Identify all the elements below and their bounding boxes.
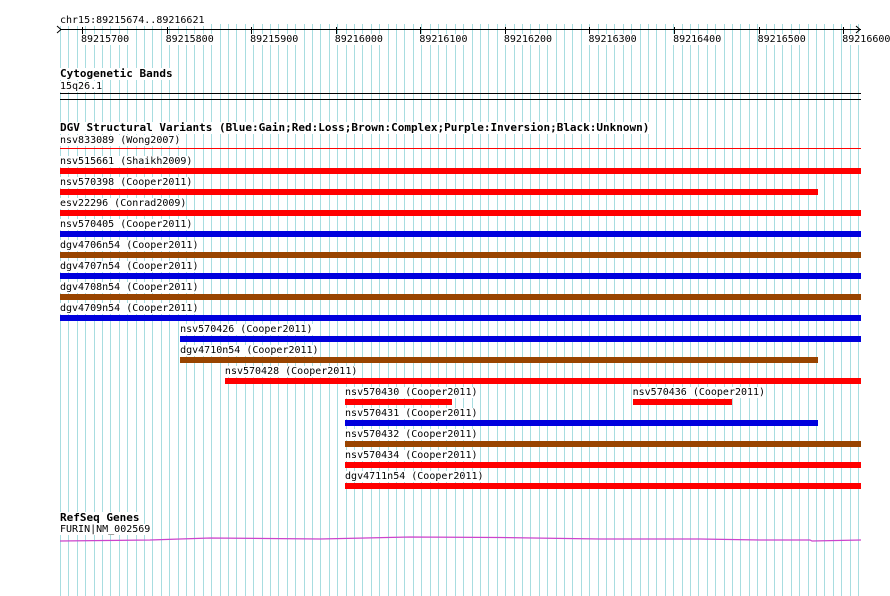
locus-label: chr15:89215674..89216621 xyxy=(60,15,205,26)
ruler-tick-label: 89216400 xyxy=(673,34,722,45)
variant-label[interactable]: dgv4709n54 (Cooper2011) xyxy=(60,303,199,314)
variant-bar[interactable] xyxy=(345,399,452,405)
variant-bar[interactable] xyxy=(633,399,732,405)
variant-label[interactable]: nsv570426 (Cooper2011) xyxy=(180,324,313,335)
variant-bar[interactable] xyxy=(60,189,818,195)
variant-label[interactable]: nsv570431 (Cooper2011) xyxy=(345,408,478,419)
variant-label[interactable]: nsv570428 (Cooper2011) xyxy=(224,366,358,377)
ruler-tick-label: 89215700 xyxy=(80,34,130,45)
variant-label[interactable]: nsv570432 (Cooper2011) xyxy=(345,429,478,440)
ruler-tick-label: 89216600 xyxy=(842,34,890,45)
variant-bar[interactable] xyxy=(345,441,861,447)
ruler-tick-label: 89215900 xyxy=(250,34,299,45)
variant-label[interactable]: nsv515661 (Shaikh2009) xyxy=(60,156,193,167)
ruler-tick-label: 89216200 xyxy=(503,34,553,45)
variant-label[interactable]: nsv570398 (Cooper2011) xyxy=(60,177,193,188)
dgv-track-title: DGV Structural Variants (Blue:Gain;Red:Loss;Brown:Complex;Purple:Inversion;Black:Unknown) xyxy=(60,121,650,134)
ruler-tick-label: 89216500 xyxy=(757,34,806,45)
variant-bar[interactable] xyxy=(225,378,861,384)
cytoband-track-title: Cytogenetic Bands xyxy=(60,67,173,80)
variant-bar[interactable] xyxy=(60,252,861,258)
variant-label[interactable]: dgv4706n54 (Cooper2011) xyxy=(60,240,199,251)
ruler-tick-label: 89216000 xyxy=(334,34,383,45)
variant-bar[interactable] xyxy=(180,357,818,363)
refseq-track-title: RefSeq Genes xyxy=(60,511,140,524)
variant-bar[interactable] xyxy=(60,148,861,149)
variant-label[interactable]: nsv570434 (Cooper2011) xyxy=(345,450,478,461)
ruler-tick-label: 89215800 xyxy=(165,34,214,45)
variant-label[interactable]: nsv570430 (Cooper2011) xyxy=(345,387,478,398)
variant-label[interactable]: dgv4708n54 (Cooper2011) xyxy=(60,282,199,293)
variant-label[interactable]: nsv570405 (Cooper2011) xyxy=(60,219,193,230)
variant-bar[interactable] xyxy=(345,462,861,468)
variant-label[interactable]: dgv4711n54 (Cooper2011) xyxy=(345,471,484,482)
variant-bar[interactable] xyxy=(60,294,861,300)
ruler-tick-label: 89216100 xyxy=(419,34,468,45)
variant-label[interactable]: dgv4710n54 (Cooper2011) xyxy=(180,345,319,356)
variant-bar[interactable] xyxy=(60,231,861,237)
variant-bar[interactable] xyxy=(60,273,861,279)
variant-bar[interactable] xyxy=(345,420,818,426)
variant-bar[interactable] xyxy=(345,483,861,489)
ruler-tick-label: 89216300 xyxy=(588,34,637,45)
variant-bar[interactable] xyxy=(60,168,861,174)
variant-bar[interactable] xyxy=(180,336,861,342)
variant-bar[interactable] xyxy=(60,315,861,321)
variant-label[interactable]: esv22296 (Conrad2009) xyxy=(60,198,187,209)
variant-label[interactable]: dgv4707n54 (Cooper2011) xyxy=(60,261,199,272)
refseq-gene-label[interactable]: FURIN|NM_002569 xyxy=(60,524,151,535)
cytoband-label: 15q26.1 xyxy=(60,81,103,92)
variant-label[interactable]: nsv570436 (Cooper2011) xyxy=(632,387,766,398)
variant-label[interactable]: nsv833089 (Wong2007) xyxy=(60,135,181,146)
variant-bar[interactable] xyxy=(60,210,861,216)
